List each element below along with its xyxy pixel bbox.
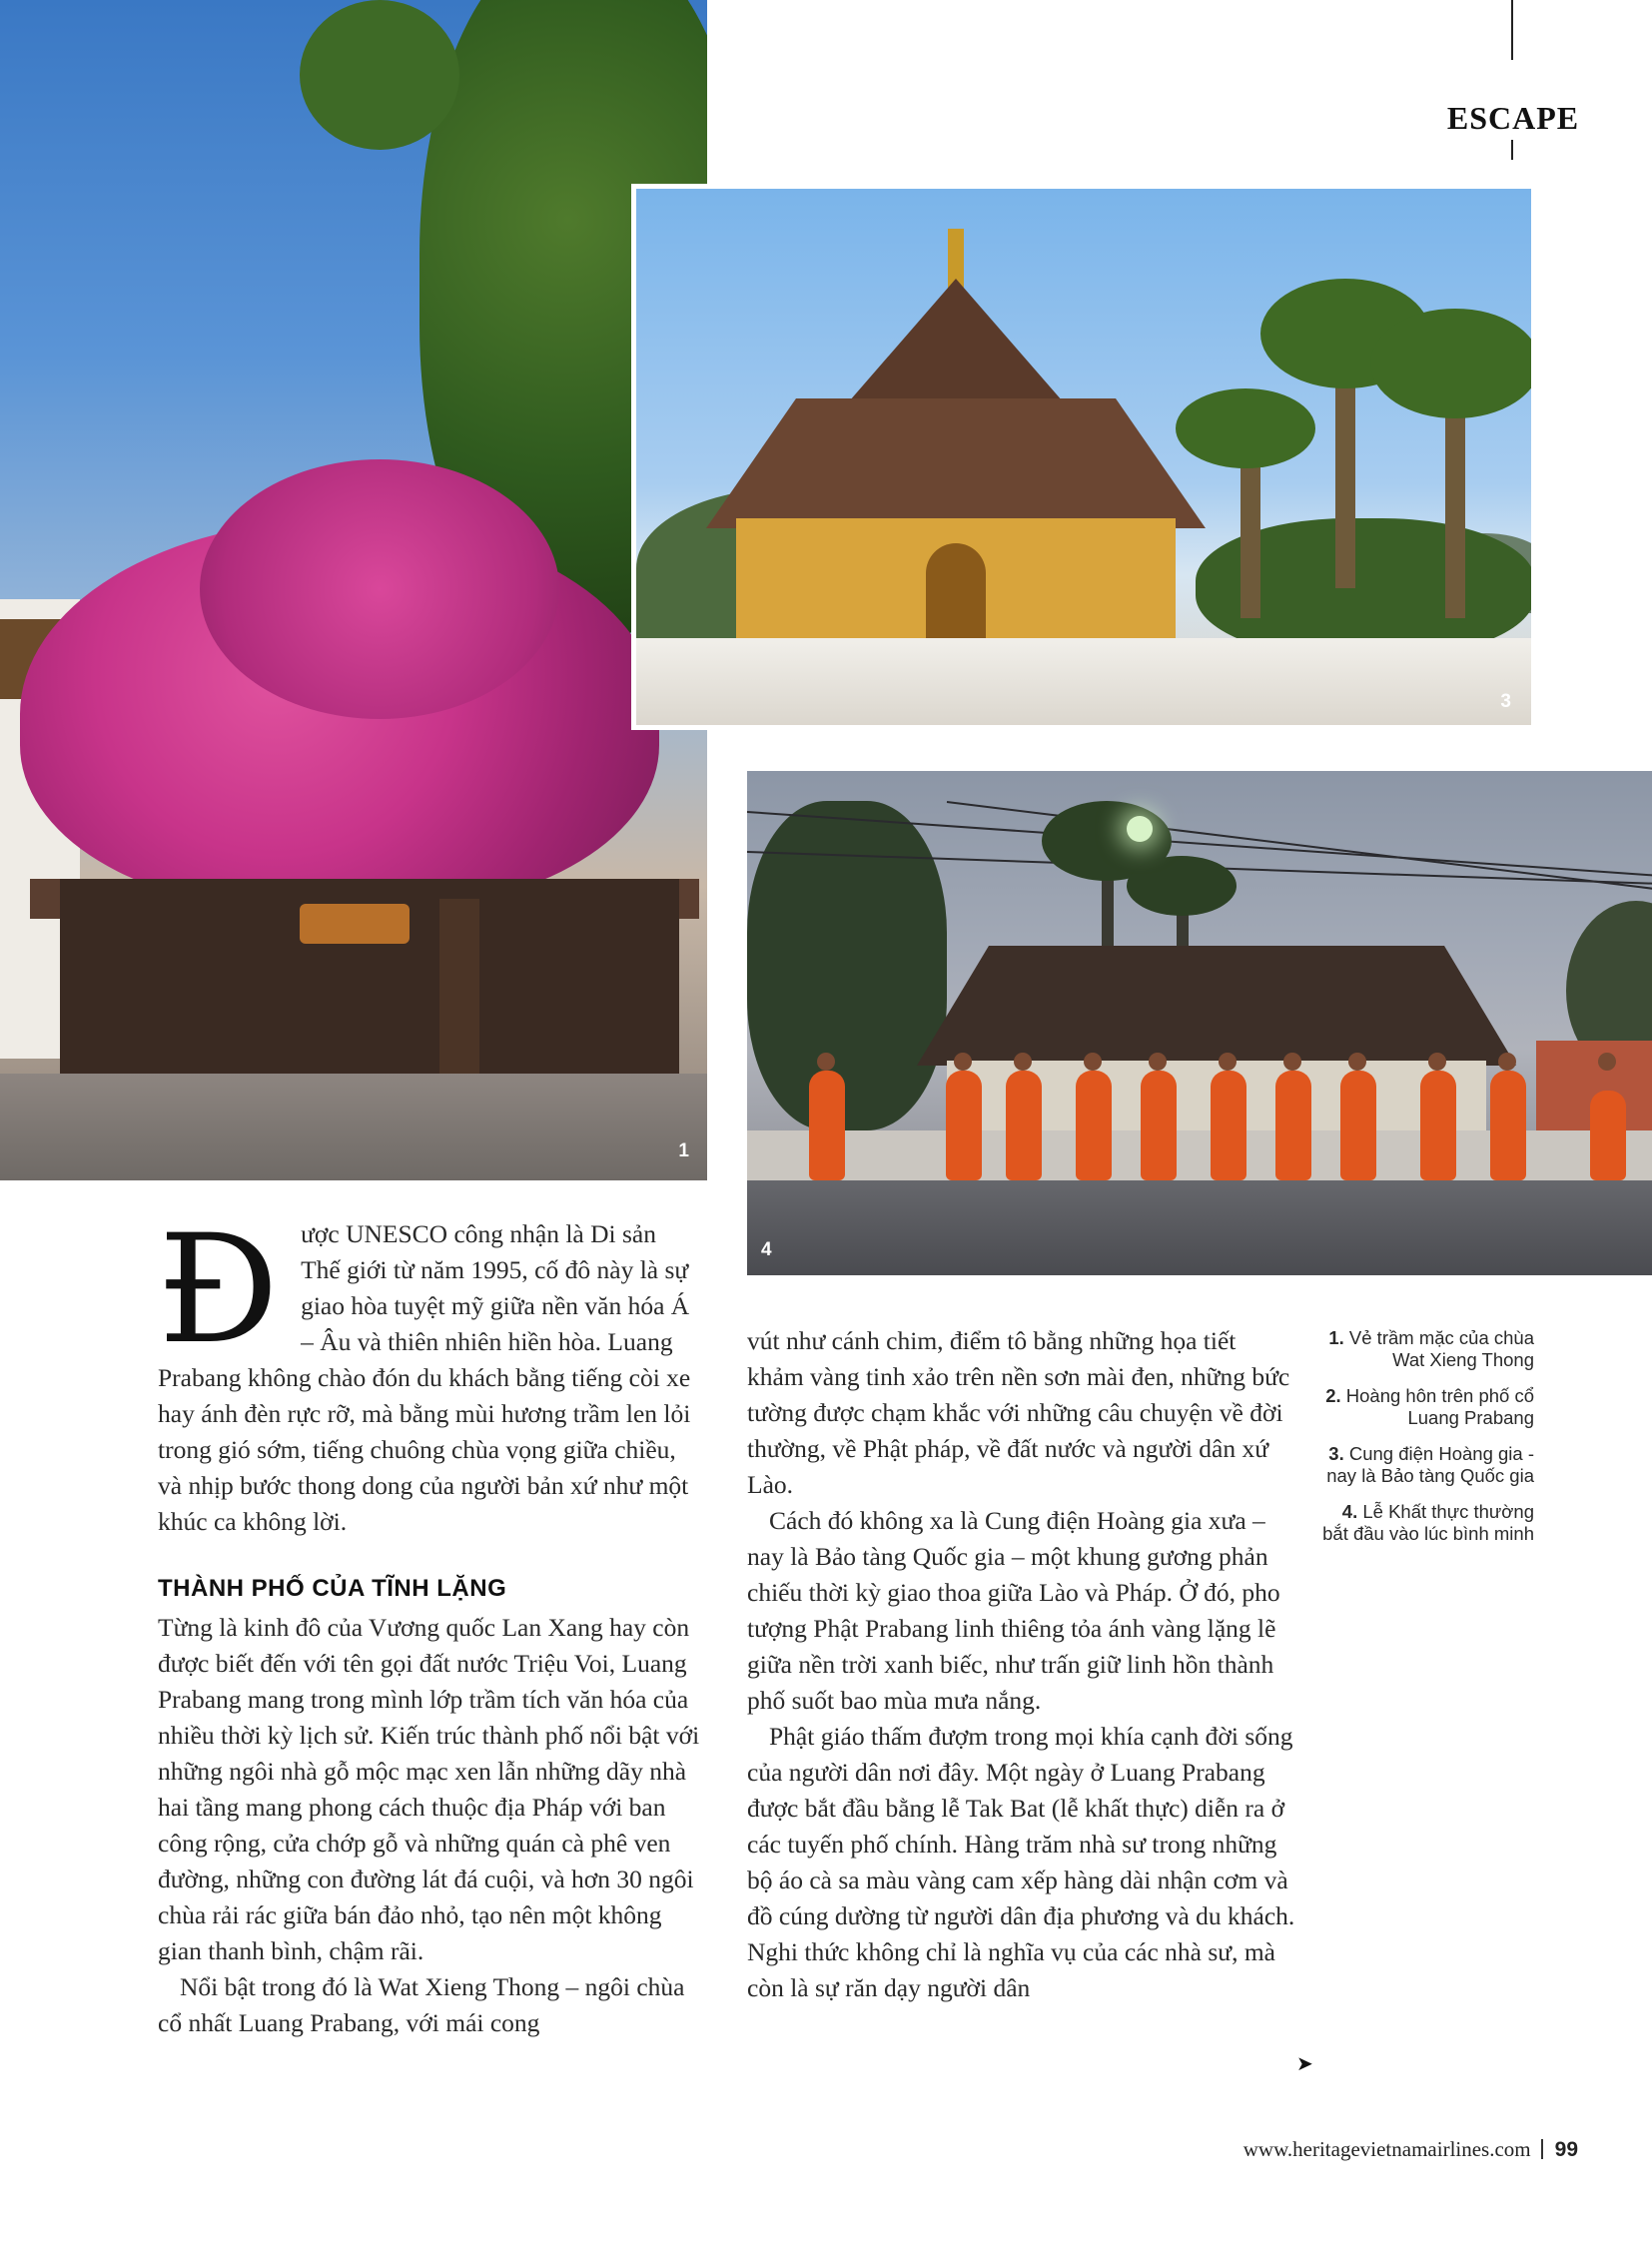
photo-door [926,543,986,643]
section-label: ESCAPE [1446,100,1580,136]
photo-number: 3 [1500,691,1511,712]
photo-monk-head [1283,1053,1301,1071]
photo-monk-head [1014,1053,1032,1071]
caption-item [1314,1327,1534,1371]
paragraph: Nổi bật trong đó là Wat Xieng Thong – ngôi chùa cổ nhất Luang Prabang, với mái cong [158,1972,685,2037]
caption-number: 2. [1325,1385,1341,1406]
photo-monk-head [1348,1053,1366,1071]
photo-road [747,1180,1652,1275]
photo-monk-head [1149,1053,1167,1071]
caption-text: Vẻ trầm mặc của chùa Wat Xieng Thong [1348,1327,1534,1370]
photo-street-lamp [1127,816,1153,842]
arrow-right-icon: ➤ [1296,2051,1313,2075]
photo-bougainvillea-top [200,459,559,719]
photo-monk [1340,1071,1376,1180]
photo-monk [1006,1071,1042,1180]
photo-monk-head [817,1053,835,1071]
photo-monk-head [1598,1053,1616,1071]
page-number: 99 [1554,2138,1578,2161]
photo-foliage [300,0,459,150]
photo-trees [747,801,947,1130]
photo-stairs [636,638,1536,730]
photo-number: 4 [761,1239,772,1260]
photo-monk-head [1498,1053,1516,1071]
paragraph: Phật giáo thấm đượm trong mọi khía cạnh đời sống của người dân nơi đây. Một ngày ở Luang Prabang được bắt đầu bằng lễ Tak Bat (lễ khất thực) diễn ra ở các tuyến phố chính. Hàng trăm nhà sư trong những bộ áo cà sa màu vàng cam xếp hàng dài nhận cơm và đồ cúng dường từ người dân địa phương và du khách. Nghi thức không chỉ là nghĩa vụ của các nhà sư, mà còn là sự răn dạy người dân [747,1722,1295,2002]
photo-monk [1590,1091,1626,1180]
caption-item [1314,1385,1534,1429]
caption-text: Cung điện Hoàng gia - nay là Bảo tàng Quốc gia [1326,1443,1534,1486]
article-column-1 [158,1610,702,2041]
photo-number: 1 [678,1140,689,1161]
photo-captions [1314,1327,1534,1559]
photo-alms-giving [747,771,1652,1275]
photo-monk [1076,1071,1112,1180]
photo-monk [809,1071,845,1180]
caption-item [1314,1443,1534,1487]
page-footer [1099,2137,1578,2162]
article-column-2 [747,1323,1296,2006]
header-rule-top [1511,0,1513,60]
caption-text: Lễ Khất thực thường bắt đầu vào lúc bình minh [1322,1501,1534,1544]
photo-wat-xieng-thong [0,0,707,1180]
photo-temple-roof [917,946,1516,1066]
photo-monk-head [954,1053,972,1071]
caption-number: 1. [1328,1327,1344,1348]
footer-divider [1541,2139,1543,2159]
photo-palm-crown [1370,309,1536,418]
header-rule-bottom [1511,140,1513,160]
photo-monk [1141,1071,1177,1180]
caption-text: Hoàng hôn trên phố cổ Luang Prabang [1345,1385,1534,1428]
photo-monk [1420,1071,1456,1180]
drop-cap: Đ [158,1203,280,1377]
paragraph: vút như cánh chim, điểm tô bằng những họa tiết khảm vàng tinh xảo trên nền sơn mài đen, những bức tường được chạm khắc với những câu chuyện về đời thường, về Phật pháp, về đất nước và người dân xứ Lào. [747,1326,1290,1499]
article-intro [158,1203,697,1540]
caption-number: 3. [1328,1443,1344,1464]
photo-monk-head [1084,1053,1102,1071]
photo-monk [1211,1071,1246,1180]
caption-item [1314,1501,1534,1545]
photo-temple-roof-lower [706,398,1206,528]
paragraph: Từng là kinh đô của Vương quốc Lan Xang hay còn được biết đến với tên gọi đất nước Triệu Voi, Luang Prabang mang trong mình lớp trầm tích văn hóa của nhiều thời kỳ lịch sử. Kiến trúc thành phố nổi bật với những ngôi nhà gỗ mộc mạc xen lẫn những dãy nhà hai tầng mang phong cách thuộc địa Pháp với ban công rộng, cửa chớp gỗ và những quán cà phê ven đường, những con đường lát đá cuội, và hơn 30 ngôi chùa rải rác giữa bán đảo nhỏ, tạo nên một không gian thanh bình, chậm rãi. [158,1613,700,1965]
caption-number: 4. [1341,1501,1358,1522]
photo-monk [1275,1071,1311,1180]
photo-monk-head [1428,1053,1446,1071]
photo-trunk [439,899,479,1089]
photo-ground [0,1074,707,1180]
intro-text: ược UNESCO công nhận là Di sản Thế giới từ năm 1995, cố đô này là sự giao hòa tuyệt mỹ giữa nền văn hóa Á – Âu và thiên nhiên hiền hòa. Luang Prabang không chào đón du khách bằng tiếng còi xe hay ánh đèn rực rỡ, mà bằng mùi hương trầm len lỏi trong gió sớm, tiếng chuông chùa vọng giữa chiều, và nhịp bước thong dong của người bản xứ như một khúc ca không lời. [158,1219,691,1536]
photo-monk [946,1071,982,1180]
footer-url: www.heritagevietnamairlines.com [1242,2137,1531,2161]
photo-monk [1490,1071,1526,1180]
section-subheading: THÀNH PHỐ CỦA TĨNH LẶNG [158,1575,507,1602]
photo-royal-palace [631,184,1536,730]
photo-palm-crown [1176,388,1315,468]
photo-monk-head [1219,1053,1237,1071]
photo-palm-crown [1127,856,1237,916]
paragraph: Cách đó không xa là Cung điện Hoàng gia xưa – nay là Bảo tàng Quốc gia – một khung gương phản chiếu thời kỳ giao thoa giữa Lào và Pháp. Ở đó, pho tượng Phật Prabang linh thiêng tỏa ánh vàng lặng lẽ giữa nền trời xanh biếc, như trấn giữ linh hồn thành phố suốt bao mùa mưa nắng. [747,1506,1280,1715]
photo-sign [300,904,410,944]
